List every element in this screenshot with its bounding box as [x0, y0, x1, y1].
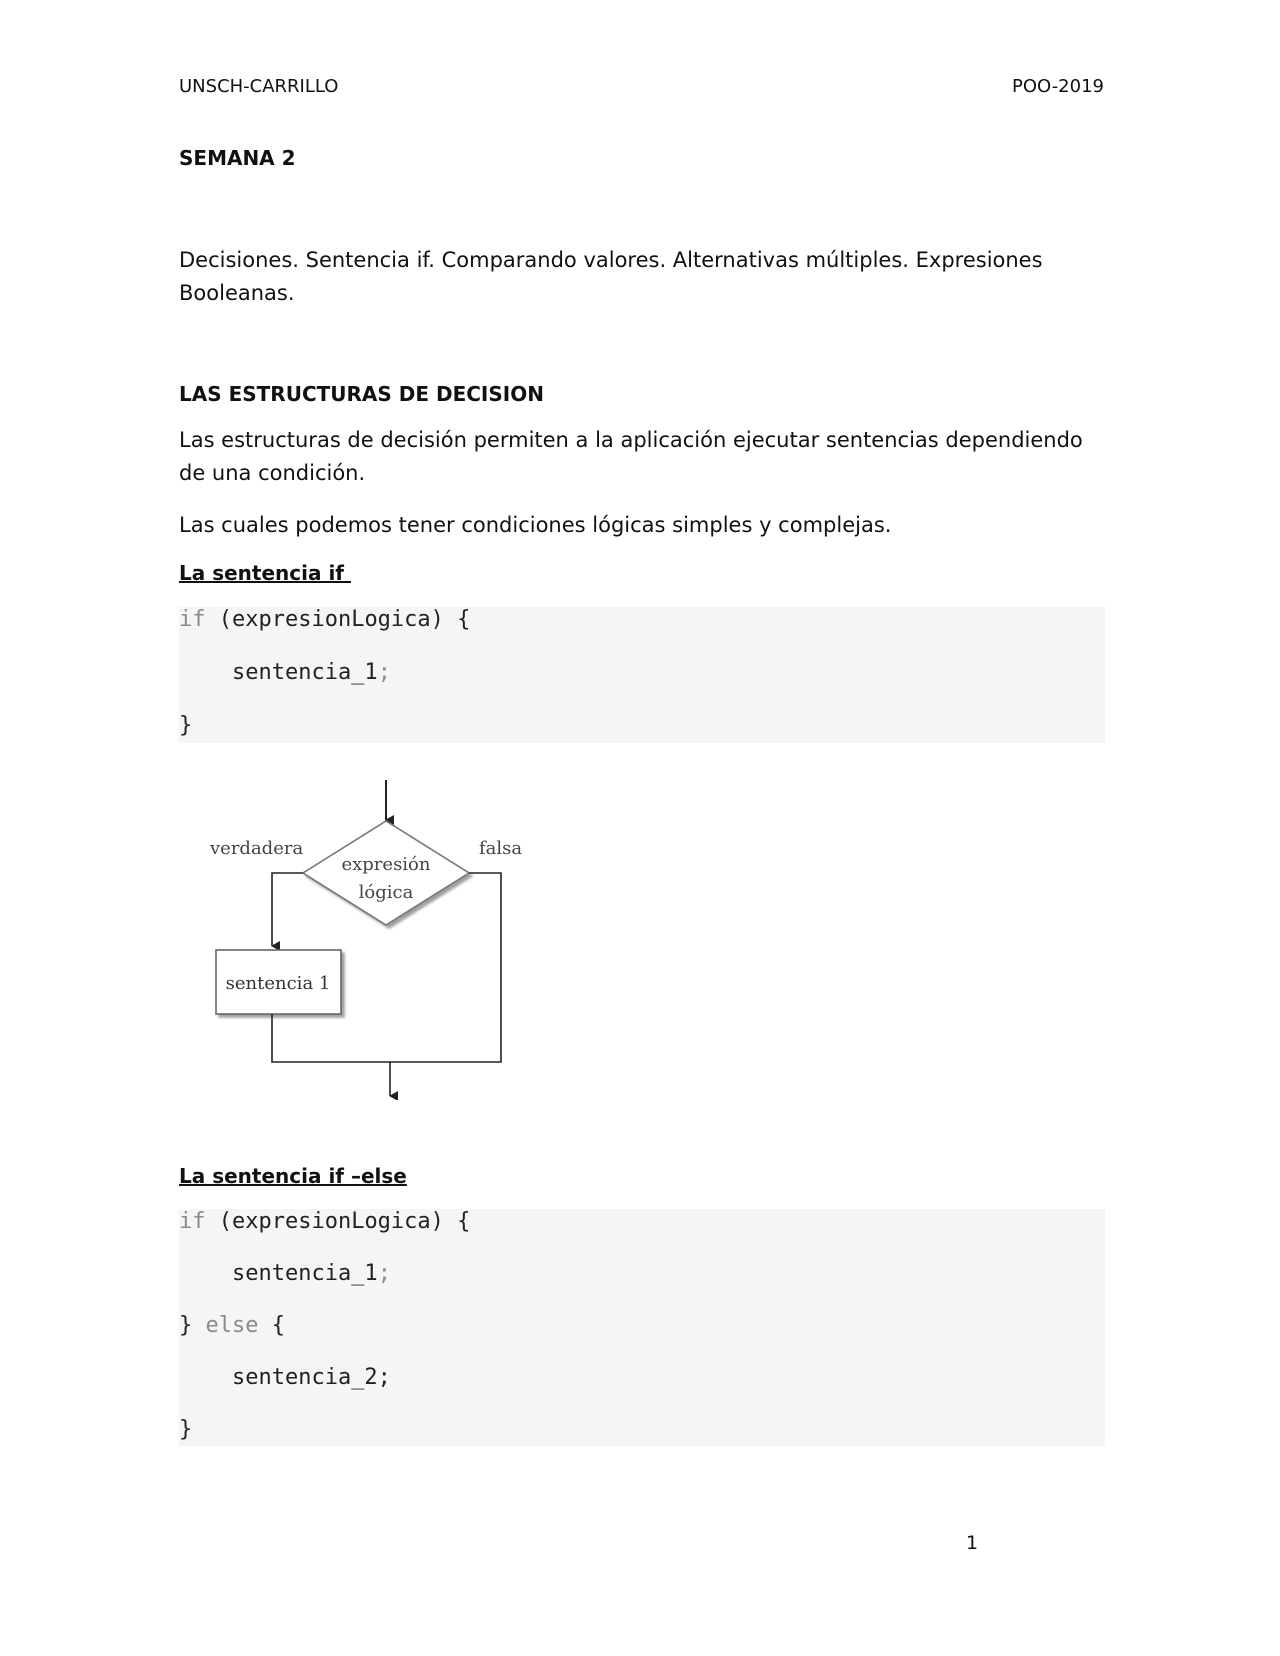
code-text: sentencia_1: [179, 660, 378, 685]
intro-paragraph: Decisiones. Sentencia if. Comparando valores. Alternativas múltiples. Expresiones Booleanas.: [179, 248, 1043, 305]
if-code-block: [179, 607, 1105, 743]
code-keyword-if: if: [179, 1209, 206, 1234]
ifelse-code-block: [179, 1209, 1105, 1446]
code-text: (expresionLogica) {: [205, 607, 471, 632]
code-keyword-if: if: [179, 607, 206, 632]
code-keyword-else: else: [205, 1313, 259, 1338]
code-text: }: [179, 1313, 206, 1338]
ifelse-code-line-3: [179, 1313, 285, 1338]
diamond-label-line-2: lógica: [358, 882, 414, 903]
true-branch-line: [272, 873, 303, 946]
section-heading: LAS ESTRUCTURAS DE DECISION: [179, 382, 544, 406]
code-semicolon: ;: [377, 660, 391, 685]
code-text: (expresionLogica) {: [205, 1209, 471, 1234]
if-heading: La sentencia if: [179, 561, 351, 585]
code-text: sentencia_1: [179, 1261, 378, 1286]
ifelse-code-line-1: [179, 1209, 470, 1234]
section-paragraph-1: Las estructuras de decisión permiten a la aplicación ejecutar sentencias dependiendo de una condición.: [179, 428, 1083, 485]
false-branch-label: falsa: [479, 838, 523, 859]
ifelse-code-line-2: [179, 1261, 391, 1286]
if-code-line-3: }: [179, 713, 193, 738]
page-number: 1: [966, 1532, 979, 1554]
if-code-line-2: [179, 660, 391, 685]
statement-box-label: sentencia 1: [225, 973, 331, 994]
header-right: POO-2019: [1012, 76, 1104, 97]
diamond-label-line-1: expresión: [341, 854, 431, 875]
code-semicolon: ;: [377, 1261, 391, 1286]
ifelse-code-line-4: sentencia_2;: [179, 1365, 391, 1390]
section-paragraph-2: Las cuales podemos tener condiciones lógicas simples y complejas.: [179, 513, 892, 537]
if-flowchart: [200, 778, 540, 1100]
if-code-line-1: [179, 607, 470, 632]
ifelse-code-line-5: }: [179, 1417, 193, 1442]
true-branch-label: verdadera: [210, 838, 304, 859]
header-left: UNSCH-CARRILLO: [179, 76, 339, 97]
code-text: {: [258, 1313, 285, 1338]
page-title: SEMANA 2: [179, 146, 296, 170]
ifelse-heading: La sentencia if –else: [179, 1164, 407, 1188]
